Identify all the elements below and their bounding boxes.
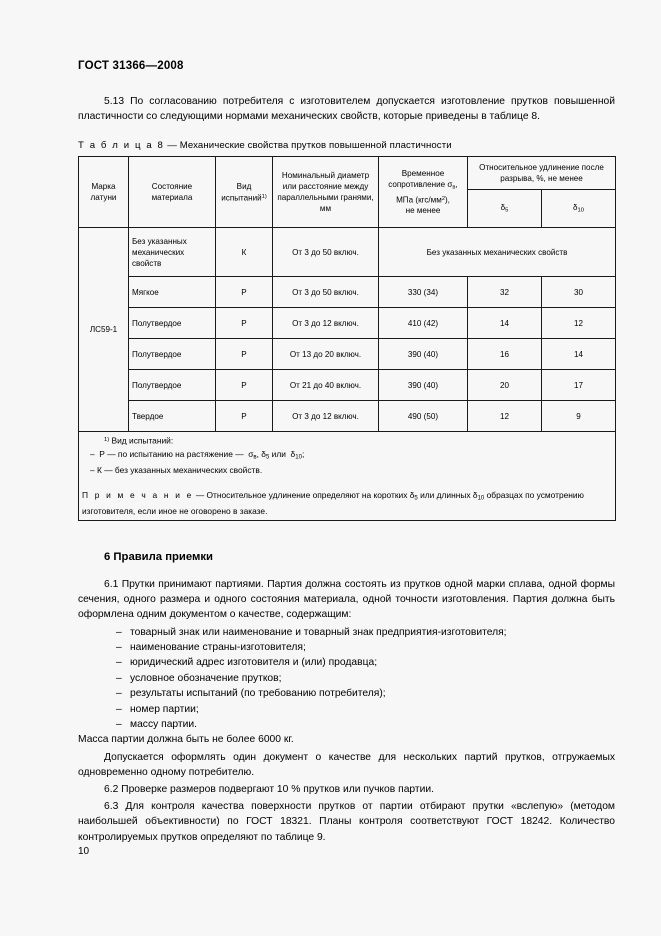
cell-test-type: Р <box>216 370 273 401</box>
list-item: – результаты испытаний (по требованию потребителя); <box>78 686 615 701</box>
cell-state: Твердое <box>129 401 216 432</box>
note-delta5: $\delta_5$ <box>409 490 418 502</box>
cell-tensile: 490 (50) <box>379 401 468 432</box>
note-text-1: Относительное удлинение определяют на коротких <box>206 490 410 501</box>
header-delta5: $\delta_5$ <box>468 190 542 228</box>
footnote-line-k: – К — без указанных механических свойств. <box>90 464 263 475</box>
cell-tensile: 390 (40) <box>379 370 468 401</box>
table-row <box>79 228 616 277</box>
table-8-head <box>79 157 616 228</box>
cell-state: Полутвердое <box>129 370 216 401</box>
table-8-body <box>79 228 616 521</box>
header-delta10: $\delta_{10}$ <box>542 190 616 228</box>
cell-delta10: 12 <box>542 308 616 339</box>
list-item: – условное обозначение прутков; <box>78 671 615 686</box>
table-header-row-1 <box>79 157 616 190</box>
cell-test-type: Р <box>216 401 273 432</box>
footnote-title: Вид испытаний: <box>111 436 174 447</box>
clause-6-2: 6.2 Проверке размеров подвергают 10 % прутков или пучков партии. <box>104 784 434 796</box>
cell-brand-value: ЛС59-1 <box>79 228 129 432</box>
cell-no-specified-properties: Без указанных механических свойств <box>379 228 616 277</box>
cell-diameter: От 3 до 50 включ. <box>273 228 379 277</box>
note-delta10: $\delta_{10}$ <box>472 490 485 502</box>
header-state: Состояние материала <box>129 157 216 228</box>
cell-delta5: 12 <box>468 401 542 432</box>
clause-5-13: 5.13 По согласованию потребителя с изготовителем допускается изготовление прутков повышенной пластичности со следующими нормами механических свойств, которые приведены в таблице 8. <box>78 96 615 123</box>
cell-tensile: 330 (34) <box>379 277 468 308</box>
header-test-type <box>216 157 273 228</box>
table-caption-dash: — <box>164 140 180 152</box>
clause-6-1: 6.1 Прутки принимают партиями. Партия должна состоять из прутков одной марки сплава, одной формы сечения, одного размера и одного состояния материала, одной точности изготовления. Партия должна быть оформлена одним документом о качестве, содержащим: <box>78 579 615 621</box>
mass-line: Масса партии должна быть не более 6000 кг. <box>78 734 294 746</box>
table-8-mechanical-properties <box>78 156 616 521</box>
note-text-3: образцах по усмотрению изготовителя, если иное не оговорено в заказе. <box>82 490 584 517</box>
cell-delta10: 30 <box>542 277 616 308</box>
clause-6-3: 6.3 Для контроля качества поверхности прутков от партии отбирают прутки «вслепую» (методом наибольшей объективности) по ГОСТ 18321. Планы контроля соответствуют ГОСТ 18242. Количество контролируемых прутков определяют по таблице 9. <box>78 801 615 843</box>
table-row <box>79 339 616 370</box>
table-row <box>79 401 616 432</box>
cell-delta5: 32 <box>468 277 542 308</box>
table-caption-label: Т а б л и ц а 8 <box>78 140 165 152</box>
cell-tensile: 390 (40) <box>379 339 468 370</box>
header-test-type-label: Вид испытаний <box>221 182 262 203</box>
footnote-line-p: – Р — по испытанию на растяжение — $\sigma_в$, $\delta_5$ или $\delta_{10}$; <box>90 448 305 461</box>
cell-test-type: К <box>216 228 273 277</box>
list-item: – номер партии; <box>78 702 615 717</box>
footnote-title-line <box>82 434 612 447</box>
cell-state: Мягкое <box>129 277 216 308</box>
table-8-caption <box>78 140 615 151</box>
list-item: – юридический адрес изготовителя и (или) продавца; <box>78 655 615 670</box>
page-content <box>78 60 615 847</box>
cell-state: Без указанных механических свойств <box>129 228 216 277</box>
document-requirements-list <box>78 625 615 733</box>
table-footnotes <box>79 432 616 521</box>
clause-allow-single-document: Допускается оформлять один документ о качестве для нескольких партий прутков, отгружаемых одновременно одному потребителю. <box>78 751 615 778</box>
cell-test-type: Р <box>216 277 273 308</box>
table-caption-title: Механические свойства прутков повышенной пластичности <box>179 140 452 152</box>
cell-diameter: От 21 до 40 включ. <box>273 370 379 401</box>
cell-delta10: 17 <box>542 370 616 401</box>
table-row <box>79 277 616 308</box>
cell-test-type: Р <box>216 339 273 370</box>
table-footnote-row <box>79 432 616 521</box>
list-item: – массу партии. <box>78 717 615 732</box>
table-row <box>79 370 616 401</box>
note-label: П р и м е ч а н и е <box>82 490 194 501</box>
cell-diameter: От 13 до 20 включ. <box>273 339 379 370</box>
cell-delta10: 14 <box>542 339 616 370</box>
footnote-marker: 1) <box>104 437 110 444</box>
header-tensile: Временное сопротивление $\sigma_в$, МПа $(кгс/мм^2)$, не менее <box>379 157 468 228</box>
cell-delta5: 16 <box>468 339 542 370</box>
header-diameter: Номинальный диаметр или расстояние между параллельными гранями, мм <box>273 157 379 228</box>
note-text-2: или длинных <box>417 490 473 501</box>
cell-state: Полутвердое <box>129 308 216 339</box>
cell-diameter: От 3 до 12 включ. <box>273 401 379 432</box>
table-row <box>79 308 616 339</box>
standard-header: ГОСТ 31366—2008 <box>78 60 184 72</box>
cell-delta5: 14 <box>468 308 542 339</box>
cell-state: Полутвердое <box>129 339 216 370</box>
list-item: – товарный знак или наименование и товарный знак предприятия-изготовителя; <box>78 625 615 640</box>
header-elongation: Относительное удлинение после разрыва, %, не менее <box>468 157 616 190</box>
cell-tensile: 410 (42) <box>379 308 468 339</box>
cell-delta5: 20 <box>468 370 542 401</box>
header-test-type-footnote-marker: 1) <box>261 194 267 201</box>
cell-diameter: От 3 до 12 включ. <box>273 308 379 339</box>
cell-diameter: От 3 до 50 включ. <box>273 277 379 308</box>
section-6-heading: 6 Правила приемки <box>104 551 213 564</box>
page-number: 10 <box>78 846 90 857</box>
header-brand: Марка латуни <box>79 157 129 228</box>
note-dash: — <box>193 490 207 501</box>
cell-delta10: 9 <box>542 401 616 432</box>
list-item: – наименование страны-изготовителя; <box>78 640 615 655</box>
table-note <box>82 489 612 518</box>
cell-test-type: Р <box>216 308 273 339</box>
